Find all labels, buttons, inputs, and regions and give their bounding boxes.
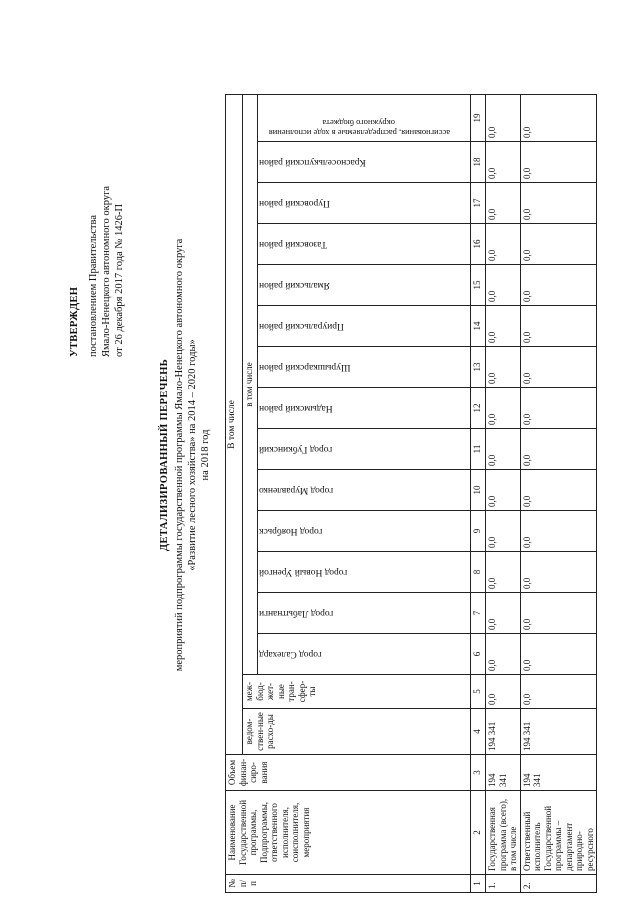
table-row — [486, 95, 521, 893]
row-value: 0,0 — [486, 511, 521, 552]
header-municipality — [258, 511, 471, 552]
header-transfers: меж-бюд-жет-ные тран-сфер-ты — [243, 675, 471, 709]
column-number: 15 — [471, 265, 486, 306]
row-value: 0,0 — [520, 429, 597, 470]
column-number: 8 — [471, 552, 486, 593]
header-municipality — [258, 470, 471, 511]
column-number: 10 — [471, 470, 486, 511]
column-number: 16 — [471, 224, 486, 265]
row-value: 0,0 — [520, 511, 597, 552]
municipality-label: город Ноябрьск — [259, 526, 323, 537]
expenditure-table — [225, 94, 597, 893]
column-number: 17 — [471, 183, 486, 224]
row-transfers: 0,0 — [486, 675, 521, 709]
column-number: 19 — [471, 95, 486, 142]
header-municipality — [258, 265, 471, 306]
column-number: 1 — [471, 875, 486, 893]
header-municipality — [258, 552, 471, 593]
municipality-label: город Губкинский — [259, 444, 333, 455]
column-number: 5 — [471, 675, 486, 709]
row-value: 0,0 — [486, 183, 521, 224]
heading-line: на 2018 год — [200, 429, 211, 481]
table-row — [520, 95, 597, 893]
header-dept-expenses: ведом-ствен-ные расхо-ды — [243, 709, 471, 755]
header-municipality — [258, 388, 471, 429]
header-incl-sub: в том числе — [243, 95, 258, 675]
row-dept-expenses: 194 341 — [486, 709, 521, 755]
municipality-label: Красноселькупский район — [259, 157, 366, 168]
column-number: 12 — [471, 388, 486, 429]
document-title: ДЕТАЛИЗИРОВАННЫЙ ПЕРЕЧЕНЬ — [159, 358, 170, 552]
row-volume: 194 341 — [486, 755, 521, 791]
row-value: 0,0 — [520, 634, 597, 675]
column-number: 11 — [471, 429, 486, 470]
row-volume: 194 341 — [520, 755, 597, 791]
column-number: 2 — [471, 791, 486, 875]
column-number: 9 — [471, 511, 486, 552]
approval-line: Ямало-Ненецкого автономного округа — [101, 185, 112, 357]
row-value: 0,0 — [486, 470, 521, 511]
row-value: 0,0 — [520, 552, 597, 593]
row-number: 2. — [520, 875, 597, 893]
column-number: 7 — [471, 593, 486, 634]
row-value: 0,0 — [520, 470, 597, 511]
row-value: 0,0 — [486, 95, 521, 142]
header-incl-group: В том числе — [226, 95, 243, 755]
row-value: 0,0 — [486, 265, 521, 306]
municipality-label: город Муравленко — [259, 485, 334, 496]
row-transfers: 0,0 — [520, 675, 597, 709]
approval-line: от 26 декабря 2017 года № 1426-П — [114, 203, 125, 357]
column-number: 3 — [471, 755, 486, 791]
approval-line: постановлением Правительства — [88, 214, 99, 357]
header-municipality — [258, 224, 471, 265]
municipality-label: ассигнования, распределяемые в ходе исполнения окружного бюджета — [268, 118, 450, 138]
column-number: 18 — [471, 142, 486, 183]
approval-title: УТВЕРЖДЕН — [69, 286, 80, 357]
row-value: 0,0 — [486, 347, 521, 388]
column-number: 4 — [471, 709, 486, 755]
row-value: 0,0 — [486, 224, 521, 265]
header-municipality — [258, 142, 471, 183]
column-number: 6 — [471, 634, 486, 675]
row-value: 0,0 — [486, 552, 521, 593]
row-value: 0,0 — [520, 265, 597, 306]
row-name: Ответственный исполнитель Государственной программы – департамент природно-ресурсного — [520, 791, 597, 875]
row-value: 0,0 — [486, 142, 521, 183]
municipality-label: город Салехард — [259, 649, 322, 660]
header-municipality — [258, 429, 471, 470]
row-dept-expenses: 194 341 — [520, 709, 597, 755]
row-value: 0,0 — [520, 306, 597, 347]
municipality-label: Приуральский район — [259, 321, 344, 332]
row-value: 0,0 — [520, 347, 597, 388]
header-municipality — [258, 347, 471, 388]
header-municipality — [258, 306, 471, 347]
header-number: № п/п — [226, 875, 471, 893]
row-value: 0,0 — [520, 388, 597, 429]
header-municipality — [258, 634, 471, 675]
header-volume: Объем финан-сиро-вания — [226, 755, 471, 791]
column-number: 13 — [471, 347, 486, 388]
municipality-label: Ямальский район — [259, 280, 330, 291]
row-name: Государственная программа (всего), в том числе — [486, 791, 521, 875]
heading-line: «Развитие лесного хозяйства» на 2014 – 2020 годы» — [187, 339, 198, 571]
row-value: 0,0 — [520, 593, 597, 634]
municipality-label: город Лабытнанги — [259, 608, 334, 619]
header-municipality — [258, 593, 471, 634]
row-number: 1. — [486, 875, 521, 893]
column-number: 14 — [471, 306, 486, 347]
row-value: 0,0 — [520, 224, 597, 265]
approval-stamp — [68, 57, 126, 357]
header-municipality — [258, 183, 471, 224]
row-value: 0,0 — [486, 593, 521, 634]
document-heading — [158, 85, 212, 825]
row-value: 0,0 — [520, 183, 597, 224]
row-value: 0,0 — [486, 388, 521, 429]
row-value: 0,0 — [520, 95, 597, 142]
municipality-label: Тазовский район — [259, 239, 327, 250]
header-municipality — [258, 95, 471, 142]
municipality-label: Шурышкарский район — [259, 362, 351, 373]
row-value: 0,0 — [520, 142, 597, 183]
municipality-label: Пуровский район — [259, 198, 330, 209]
heading-line: мероприятий подпрограммы государственной программы Ямало-Ненецкого автономного округа — [174, 238, 185, 672]
row-value: 0,0 — [486, 634, 521, 675]
municipality-label: город Новый Уренгой — [259, 567, 348, 578]
column-number-row — [471, 95, 486, 893]
row-value: 0,0 — [486, 306, 521, 347]
municipality-label: Надымский район — [259, 403, 333, 414]
header-name: Наименование Государственной программы, Подпрограммы, ответственного исполнителя, соисполнителя, мероприятия — [226, 791, 471, 875]
row-value: 0,0 — [486, 429, 521, 470]
